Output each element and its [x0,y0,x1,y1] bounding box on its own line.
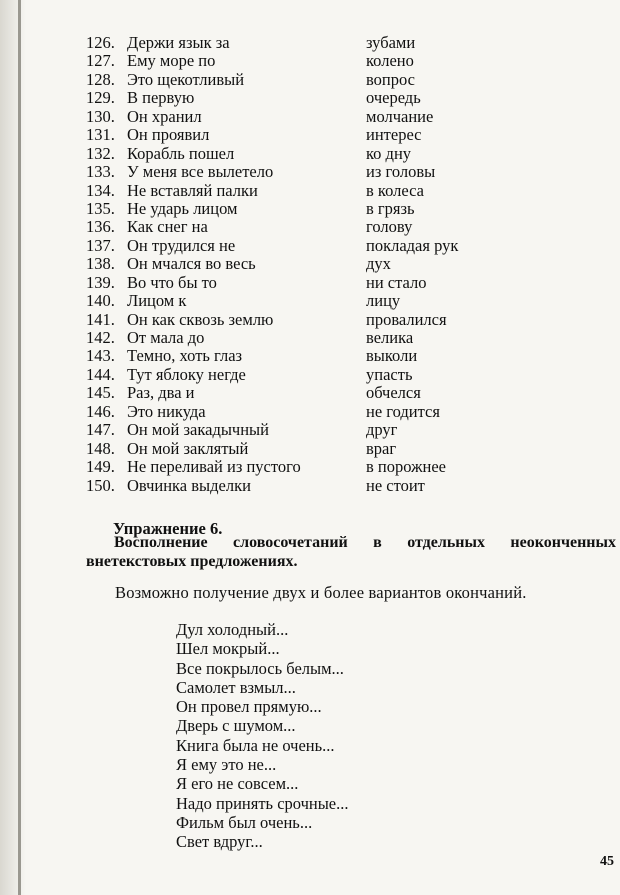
idiom-row [86,52,526,70]
idiom-start: Ему море по [127,51,216,71]
idiom-row [86,182,526,200]
idiom-row [86,329,526,347]
idiom-start: Корабль пошел [127,143,235,163]
idiom-number: 126. [86,33,115,52]
idiom-row [86,366,526,384]
idiom-number: 137. [86,235,115,255]
phrase-item: Дул холодный... [176,620,289,639]
idiom-number: 149. [86,457,115,477]
idiom-end: выколи [366,346,418,366]
idiom-end: интерес [366,125,422,145]
idiom-end: очередь [366,88,421,108]
idiom-row [86,274,526,292]
idiom-end: из головы [366,162,436,182]
idiom-end: колено [366,51,414,71]
idiom-number: 141. [86,309,115,329]
idiom-row [86,421,526,439]
phrase-item: Он провел прямую... [176,697,322,717]
idiom-start: Овчинка выделки [127,475,251,495]
idiom-start: Он мчался во весь [127,254,256,274]
idiom-number: 136. [86,217,115,237]
idiom-number: 138. [86,254,115,274]
idiom-start: Раз, два и [127,383,195,403]
phrase-item: Книга была не очень... [176,735,335,755]
idiom-row [86,440,526,458]
idiom-row [86,200,526,218]
idiom-end: обчелся [366,383,421,403]
idiom-row [86,384,526,402]
idiom-end: друг [366,420,398,440]
idiom-start: Как снег на [127,217,208,237]
phrase-item: Самолет взмыл... [176,677,296,697]
idiom-row [86,255,526,273]
phrase-item: Надо принять срочные... [176,793,349,813]
idiom-row [86,292,526,310]
idiom-end: враг [366,438,397,458]
idiom-end: в грязь [366,198,415,218]
idiom-end: ко дну [366,143,412,163]
idiom-end: вопрос [366,69,415,89]
idiom-number: 144. [86,364,115,384]
page-gutter-shadow [0,0,26,895]
idiom-start: Во что бы то [127,272,217,292]
phrase-item: Шел мокрый... [176,639,280,659]
idiom-number: 140. [86,291,115,311]
idiom-end: упасть [366,364,413,384]
idiom-number: 134. [86,180,115,200]
phrase-item: Свет вдруг... [176,832,263,852]
idiom-row [86,71,526,89]
exercise-description: Восполнение словосочетаний в отдельных неоконченных внетекстовых предложениях. [86,534,616,570]
idiom-row [86,126,526,144]
idiom-start: Это никуда [127,401,206,421]
idiom-number: 127. [86,51,115,71]
idiom-number: 150. [86,475,115,495]
idiom-end: ни стало [366,272,427,292]
idiom-end: лицу [366,291,401,311]
idiom-number: 133. [86,162,115,182]
phrase-item: Я ему это не... [176,755,277,775]
exercise-title: Упражнение 6. [113,519,223,538]
idiom-row [86,108,526,126]
phrase-item: Я его не совсем... [176,774,299,794]
idiom-number: 128. [86,69,115,89]
idiom-start: В первую [127,88,195,108]
idiom-start: Держи язык за [127,33,230,52]
phrase-item: Фильм был очень... [176,812,313,832]
idiom-number: 130. [86,106,115,126]
idiom-end: в порожнее [366,457,446,477]
idiom-row [86,163,526,181]
idiom-start: Темно, хоть глаз [127,346,243,366]
phrase-item: Дверь с шумом... [176,716,296,736]
idiom-number: 147. [86,420,115,440]
binding-edge [18,0,21,895]
idiom-start: Не вставляй палки [127,180,258,200]
idiom-end: не стоит [366,475,425,495]
idiom-row [86,458,526,476]
idiom-start: Он проявил [127,125,210,145]
idiom-start: Он хранил [127,106,202,126]
idiom-start: Не ударь лицом [127,198,238,218]
idiom-end: покладая рук [366,235,459,255]
idiom-list [86,34,526,495]
idiom-number: 145. [86,383,115,403]
idiom-start: Он мой закадычный [127,420,269,440]
idiom-end: дух [366,254,391,274]
idiom-number: 146. [86,401,115,421]
idiom-start: Он мой заклятый [127,438,249,458]
idiom-start: Это щекотливый [127,69,245,89]
phrase-list [176,620,349,852]
idiom-start: Он как сквозь землю [127,309,274,329]
idiom-end: в колеса [366,180,424,200]
idiom-start: Не переливай из пустого [127,457,301,477]
page-number: 45 [600,854,614,869]
idiom-end: провалился [366,309,447,329]
idiom-row [86,145,526,163]
idiom-end: зубами [366,33,416,52]
idiom-start: От мала до [127,328,205,347]
idiom-row [86,34,526,52]
idiom-number: 142. [86,328,115,347]
idiom-number: 131. [86,125,115,145]
idiom-end: голову [366,217,413,237]
idiom-number: 135. [86,198,115,218]
idiom-end: велика [366,328,414,347]
idiom-row [86,477,526,495]
idiom-row [86,347,526,365]
idiom-number: 148. [86,438,115,458]
idiom-number: 132. [86,143,115,163]
idiom-start: Лицом к [127,291,187,311]
idiom-start: Он трудился не [127,235,236,255]
idiom-start: Тут яблоку негде [127,364,246,384]
phrase-item: Все покрылось белым... [176,658,344,678]
idiom-start: У меня все вылетело [127,162,274,182]
idiom-row [86,89,526,107]
idiom-end: молчание [366,106,434,126]
idiom-number: 139. [86,272,115,292]
idiom-row [86,218,526,236]
idiom-number: 129. [86,88,115,108]
idiom-end: не годится [366,401,440,421]
idiom-row [86,311,526,329]
idiom-row [86,403,526,421]
exercise-note: Возможно получение двух и более вариантов окончаний. [115,583,527,602]
idiom-row [86,237,526,255]
idiom-number: 143. [86,346,115,366]
